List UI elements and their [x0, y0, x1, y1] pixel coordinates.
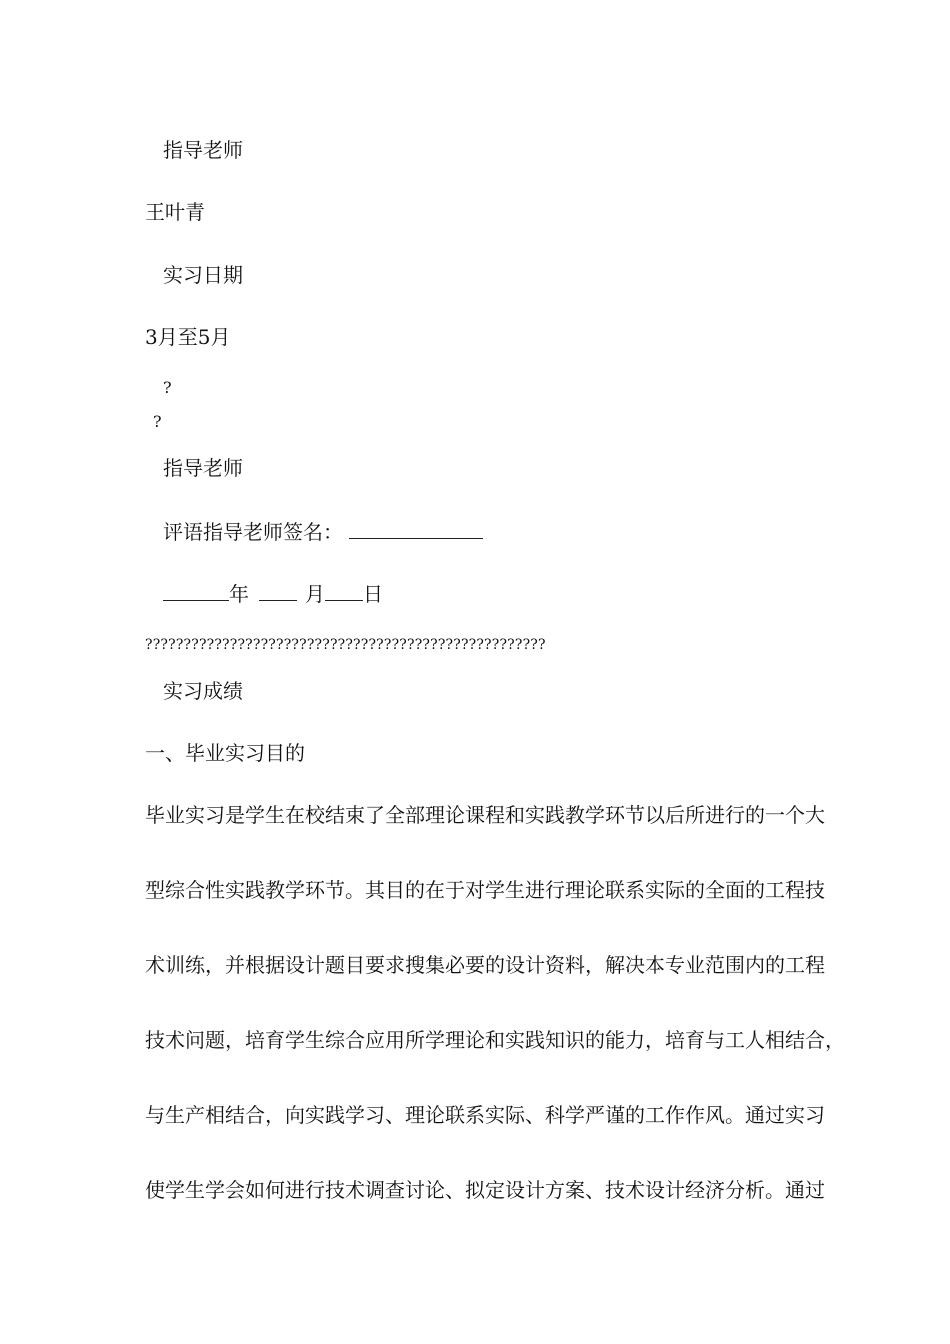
date-unit: 月: [210, 325, 231, 349]
internship-grade-label: 实习成绩: [163, 679, 243, 703]
body-line: 型综合性实践教学环节。其目的在于对学生进行理论联系实际的全面的工程技: [145, 878, 825, 902]
unknown-glyph-1: ?: [163, 378, 172, 397]
body-line: 使学生学会如何进行技术调查讨论、拟定设计方案、技术设计经济分析。通过: [145, 1178, 825, 1202]
date-fill-row: [163, 582, 383, 606]
unknown-glyph-row: ????????????????????????????????????????????????????: [145, 637, 546, 653]
year-label: 年: [229, 582, 249, 606]
year-blank: [163, 582, 229, 601]
body-line: 与生产相结合，向实践学习、理论联系实际、科学严谨的工作作风。通过实习: [145, 1103, 825, 1127]
body-line: 技术问题，培育学生综合应用所学理论和实践知识的能力，培育与工人相结合，: [145, 1028, 845, 1052]
date-connector: 月至: [157, 325, 198, 349]
unknown-glyph-2: ?: [153, 412, 162, 431]
section-heading: 一、毕业实习目的: [145, 741, 305, 765]
internship-date-value: [145, 325, 230, 349]
date-end-month: 5: [197, 325, 211, 349]
date-start-month: 3: [145, 325, 158, 349]
signature-label: 评语指导老师签名：: [163, 520, 343, 544]
advisor-label: 指导老师: [163, 138, 243, 162]
internship-date-label: 实习日期: [163, 263, 243, 287]
body-line: 术训练，并根据设计题目要求搜集必要的设计资料，解决本专业范围内的工程: [145, 953, 825, 977]
signature-blank: [349, 520, 483, 539]
advisor-label-2: 指导老师: [163, 456, 243, 480]
day-blank: [325, 582, 363, 601]
advisor-name: 王叶青: [145, 200, 205, 224]
section-body: [145, 803, 845, 1253]
month-label: 月: [305, 582, 325, 606]
day-label: 日: [363, 582, 383, 606]
month-blank: [259, 582, 297, 601]
signature-row: [163, 520, 483, 544]
body-line: 毕业实习是学生在校结束了全部理论课程和实践教学环节以后所进行的一个大: [145, 803, 825, 827]
